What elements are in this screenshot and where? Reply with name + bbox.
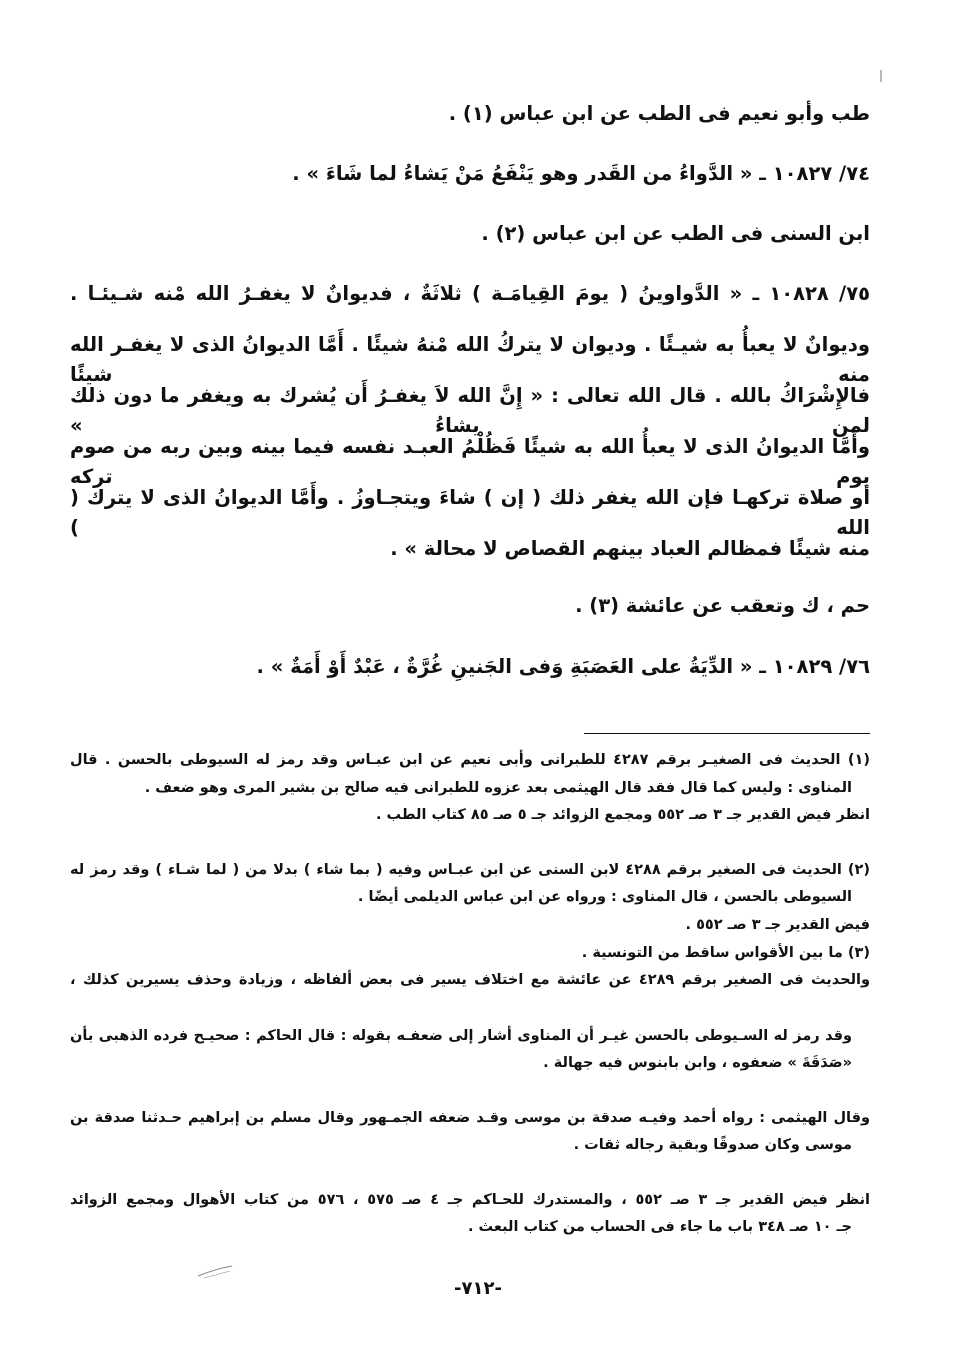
footnote-1: (١) الحديث فى الصغيـر برقم ٤٢٨٧ للطبرانى وأبى نعيم عن ابن عبـاس وقد رمز له السيوطى بالحسن . قال xyxy=(70,752,870,768)
hadith-75-continued: أو صلاة تركهـا فإن الله يغفر ذلك ( إن ) شاءَ ويتجـاوزُ . وأَمَّا الديوانُ الذى لا يترك ( الله ) xyxy=(70,486,870,539)
main-line-source: حم ، ك وتعقب عن عائشة (٣) . xyxy=(575,594,870,617)
hadith-75: ٧٥/ ١٠٨٢٨ ـ « الدَّواوينُ ( يومَ القِيامَـة ) ثلاثَةٌ ، فديوانٌ لا يغفـرُ الله مْنه شـيئـا . xyxy=(70,282,870,305)
page-number: -٧١٢- xyxy=(454,1278,502,1299)
hadith-75-continued: فالإِشْرَاكُ بالله . قال الله تعالى : « إِنَّ الله لاَ يغفـرُ أَن يُشرك به ويغفر ما دون ذلك لمن يشاءُ » xyxy=(70,384,870,437)
footnote-2-continued: السيوطى بالحسن ، قال المناوى : ورواه عن ابن عباس الديلمى أيضًا . xyxy=(357,889,852,905)
scan-mark xyxy=(880,70,882,82)
hadith-75-continued: وأَمَّا الديوانُ الذى لا يعبأُ الله به شيئًا فَظُلْمُ العبـد نفسه فيما بينه وبين ربه من صوم يوم تركه xyxy=(70,435,870,488)
hadith-75-continued: وديوانٌ لا يعبأُ به شيـئًا . وديوان لا يتركُ الله مْنهُ شيئًا . أَمَّا الديوانُ الذى لا يغفـر الله منه شيئًا xyxy=(70,333,870,386)
footnote-3-continued: موسى وكان صدوقًا وبقية رجاله ثقات . xyxy=(573,1137,852,1153)
footnote-1-reference: انظر فيض القدير جـ ٣ صـ ٥٥٢ ومجمع الزوائد جـ ٥ صـ ٨٥ كتاب الطب . xyxy=(375,807,870,823)
footnote-1-continued: المناوى : وليس كما قال فقد قال الهيثمى بعد عزوه للطبرانى فيه صالح بن بشير المرى وهو ضعف . xyxy=(144,780,852,796)
main-line-source: طب وأبو نعيم فى الطب عن ابن عباس (١) . xyxy=(448,102,870,125)
footnote-3: (٣) ما بين الأقواس ساقط من التونسية . xyxy=(581,945,870,961)
footnote-3-continued: «صَدَقَةَ » ضعفوه ، وابن بابنوس فيه جهالة . xyxy=(543,1055,852,1071)
footnote-3-continued: والحديث فى الصغير برقم ٤٢٨٩ عن عائشة مع اختلاف يسير فى بعض ألفاظه ، وزيادة وحذف يسيرين كذلك ، xyxy=(70,972,870,988)
footnote-divider xyxy=(584,733,870,734)
footnote-3-reference: جـ ١٠ صـ ٣٤٨ باب ما جاء فى الحساب من كتاب البعث . xyxy=(467,1219,852,1235)
hadith-75-continued: منه شيئًا فمظالم العباد بينهم القصاص لا محالة » . xyxy=(390,537,870,560)
footnote-2: (٢) الحديث فى الصغير برقم ٤٢٨٨ لابن السنى عن ابن عبـاس وفيه ( بما شاء ) بدلا من ( لما شـاء ) وقد رمز له xyxy=(70,862,870,878)
footnote-3-reference: انظر فيض القدير جـ ٣ صـ ٥٥٢ ، والمستدرك للحـاكم جـ ٤ صـ ٥٧٥ ، ٥٧٦ من كتاب الأهوال ومجمع الزوائد xyxy=(70,1192,870,1208)
footnote-3-continued: وقد رمز له السـيوطى بالحسن غيـر أن المناوى أشار إلى ضعفـه بقوله : قال الحاكم : صحيـح فرده الذهبى بأن xyxy=(70,1028,852,1044)
hadith-76: ٧٦/ ١٠٨٢٩ ـ « الدِّيَةُ على العَصَبَةِ وَفى الجَنينِ غُرَّةٌ ، عَبْدٌ أَوْ أَمَةٌ » . xyxy=(256,655,870,678)
footnote-2-reference: فيض القدير جـ ٣ صـ ٥٥٢ . xyxy=(685,917,870,933)
footnote-3-continued: وقال الهيثمى : رواه أحمد وفيـه صدقة بن موسى وقـد ضعفه الجمـهور وقال مسلم بن إبراهيم حـدثنا صدقة بن xyxy=(70,1110,870,1126)
hadith-74: ٧٤/ ١٠٨٢٧ ـ « الدَّواءُ من القَدر وهو يَنْفَعُ مَنْ يَشاءُ لما شَاءَ » . xyxy=(292,162,870,185)
main-line-source: ابن السنى فى الطب عن ابن عباس (٢) . xyxy=(481,222,870,245)
